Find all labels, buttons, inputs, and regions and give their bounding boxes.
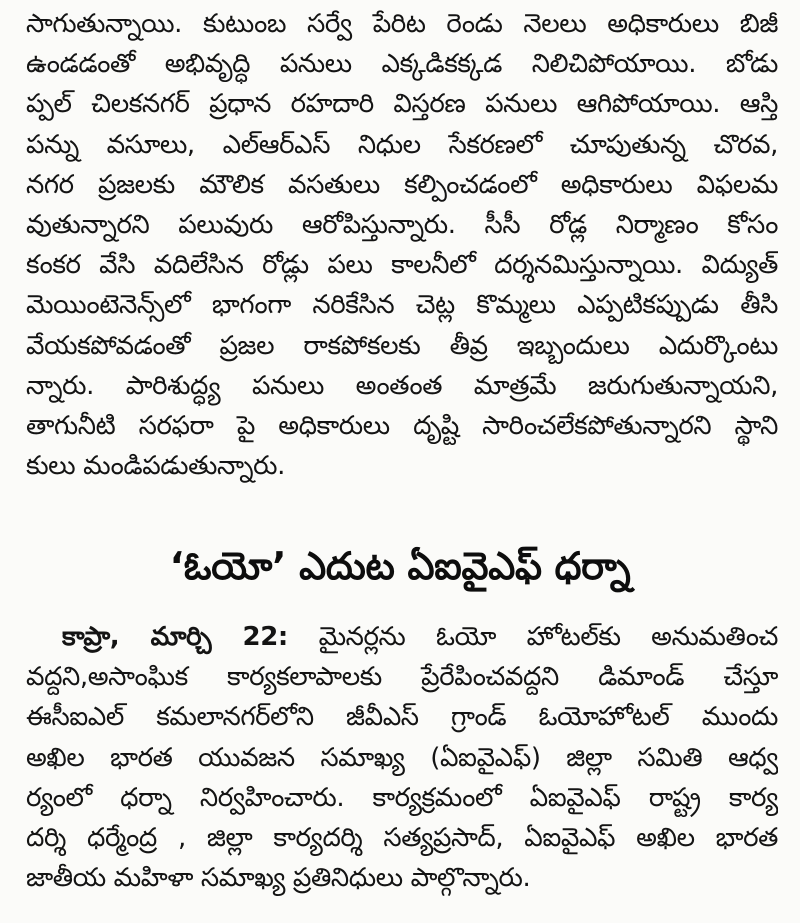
text-line: అఖిల భారత యువజన సమాఖ్య (ఏఐవైఎఫ్) జిల్లా సమితి ఆధ్వ	[26, 742, 778, 773]
text-line: జాతీయ మహిళా సమాఖ్య ప్రతినిధులు పాల్గొన్నారు.	[26, 863, 531, 894]
text-line: దర్శి ధర్మేంద్ర , జిల్లా కార్యదర్శి సత్యప్రసాద్, ఏఐవైఎఫ్ అఖిల భారత	[26, 823, 778, 854]
text-line-first	[26, 617, 778, 657]
text-line: నగర ప్రజలకు మౌలిక వసతులు కల్పించడంలో అధికారులు విఫలమ	[26, 169, 778, 200]
dateline: కాప్రా, మార్చి 22:	[62, 622, 288, 652]
text-line: మెయింటెనెన్స్‌లో భాగంగా నరికేసిన చెట్ల కొమ్మలు ఎప్పటికప్పుడు తీసి	[26, 290, 778, 321]
text-line: పన్ను వసూలు, ఎల్ఆర్ఎస్ నిధుల సేకరణలో చూపుతున్న చొరవ,	[26, 129, 778, 160]
text-line: ప్పల్ చిలకనగర్ ప్రధాన రహదారి విస్తరణ పనులు ఆగిపోయాయి. ఆస్తి	[26, 89, 778, 120]
text-line: కంకర వేసి వదిలేసిన రోడ్లు పలు కాలనీలో దర్శనమిస్తున్నాయి. విద్యుత్	[26, 250, 778, 281]
text-line: న్నారు. పారిశుద్ధ్య పనులు అంతంత మాత్రమే జరుగుతున్నాయని,	[26, 370, 778, 401]
article-headline: ‘ఓయో’ ఎదుట ఏఐవైఎఫ్ ధర్నా	[169, 544, 631, 588]
article-body-bottom	[26, 617, 778, 898]
text-line: వద్దని,అసాంఘిక కార్యకలాపాలకు ప్రేరేపించవద్దని డిమాండ్ చేస్తూ	[26, 662, 778, 693]
text-line: సాగుతున్నాయి. కుటుంబ సర్వే పేరిట రెండు నెలలు అధికారులు బిజీ	[26, 9, 778, 39]
text-line: ర్యంలో ధర్నా నిర్వహించారు. కార్యక్రమంలో ఏఐవైఎఫ్ రాష్ట్ర కార్య	[26, 782, 778, 813]
text-line: వేయకపోవడంతో ప్రజల రాకపోకలకు తీవ్ర ఇబ్బందులు ఎదుర్కొంటు	[26, 330, 778, 361]
text-line: వుతున్నారని పలువురు ఆరోపిస్తున్నారు. సీసీ రోడ్ల నిర్మాణం కోసం	[26, 210, 778, 241]
text-line: ఈసీఐఎల్ కమలానగర్‌లోని జీవీఎస్ గ్రాండ్ ఓయోహోటల్ ముందు	[26, 702, 778, 733]
article-body-top	[26, 4, 778, 486]
text-line: కులు మండిపడుతున్నారు.	[26, 451, 285, 482]
text-line: తాగునీటి సరఫరా పై అధికారులు దృష్టి సారించలేకపోతున్నారని స్థాని	[26, 411, 778, 442]
text-line: ఉండడంతో అభివృద్ధి పనులు ఎక్కడికక్కడ నిలిచిపోయాయి. బోడు	[26, 49, 778, 80]
text-segment: మైనర్లను ఓయో హోటల్‌కు అనుమతించ	[318, 622, 778, 652]
